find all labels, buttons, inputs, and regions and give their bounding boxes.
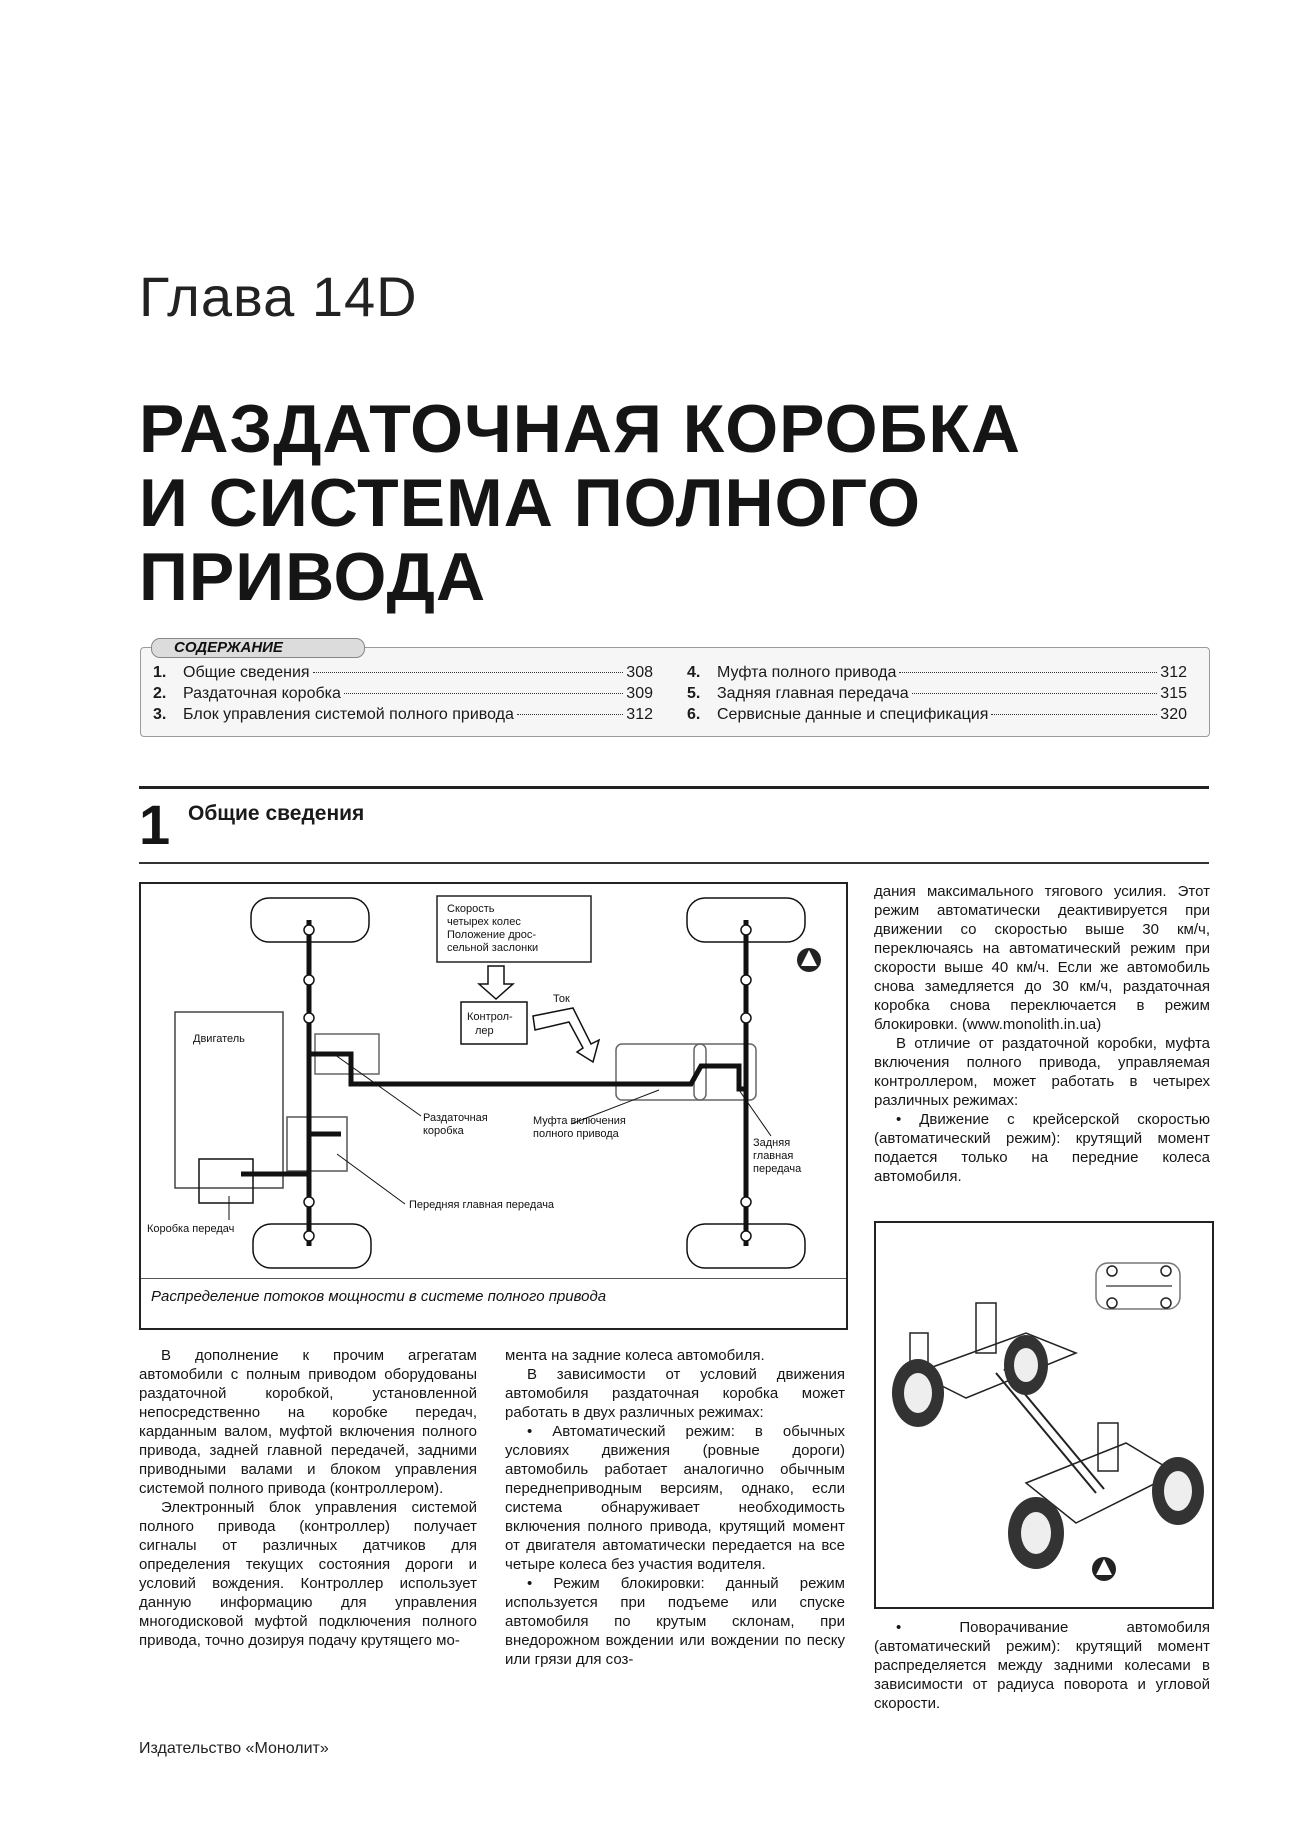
label-controller: лер (475, 1025, 494, 1037)
svg-text:Двигатель (193, 1033, 245, 1045)
svg-text:сельной заслонки (447, 942, 538, 954)
label-coupling: полного привода (533, 1128, 619, 1140)
toc-page: 312 (1160, 664, 1187, 681)
toc-column-left (153, 664, 653, 727)
svg-text:передача (753, 1163, 802, 1175)
paragraph: В отличие от раздаточной коробки, муфта включения полного привода, управляемая контроллером, может работать в четырех различных режимах: (874, 1035, 1210, 1109)
paragraph: Электронный блок управления системой полного привода (контроллер) получает сигналы от различных датчиков для определения текущих состояния дороги и условий вождения. Контроллер использует данную информацию для управления многодисковой муфтой подключения полного привода, точно дозируя подачу крутящего мо- (139, 1499, 477, 1649)
label-controller: Контрол- (467, 1011, 513, 1023)
label-sensor: Скорость (447, 903, 495, 915)
section-number: 1 (139, 793, 171, 856)
toc-column-right (687, 664, 1187, 727)
svg-text:Муфта включения (533, 1115, 626, 1127)
paragraph: • Режим блокировки: данный режим используется при подъеме или спуске автомобиля по крутым склонам, при внедорожном вождении или вождении по песку или грязи для соз- (505, 1575, 845, 1668)
toc-num: 3. (153, 706, 167, 723)
chapter-label: Глава 14D (139, 265, 418, 328)
label-engine: Двигатель (193, 1033, 245, 1045)
label-rear-diff: передача (753, 1163, 802, 1175)
paragraph: • Автоматический режим: в обычных условиях движения (ровные дороги) автомобиль работает аналогично обычным переднеприводным версиям, однако, если система обнаруживает необходимость включения полного привода, крутящий момент от двигателя автоматически передается на все четыре колеса без участия водителя. (505, 1423, 845, 1573)
rear-left-wheel (253, 1224, 371, 1268)
label-transfer-case: Раздаточная (423, 1112, 488, 1124)
caption-rule (141, 1278, 846, 1279)
title-line: ПРИВОДА (139, 539, 487, 615)
toc-page: 308 (626, 664, 653, 681)
toc-page: 320 (1160, 706, 1187, 723)
svg-text:Раздаточная (423, 1112, 488, 1124)
gearbox-block (199, 1159, 253, 1203)
drivetrain-svg (141, 884, 846, 1279)
wheels (892, 1335, 1204, 1569)
table-of-contents (140, 639, 1210, 737)
paragraph: В зависимости от условий движения автомобиля раздаточная коробка может работать в двух различных режимах: (505, 1366, 845, 1421)
toc-item[interactable] (153, 664, 653, 685)
svg-text:Коробка передач (147, 1223, 234, 1235)
svg-text:Скорость (447, 903, 495, 915)
toc-item[interactable] (153, 685, 653, 706)
svg-text:четырех колес (447, 916, 521, 928)
toc-dots (344, 693, 623, 694)
label-sensor: четырех колес (447, 916, 521, 928)
toc-num: 6. (687, 706, 701, 723)
toc-dots (991, 714, 1157, 715)
label-current: Ток (553, 993, 570, 1005)
down-arrow (479, 966, 513, 999)
toc-label: СОДЕРЖАНИЕ (151, 638, 365, 658)
toc-item[interactable] (687, 685, 1187, 706)
text-column-3-bottom (874, 1618, 1210, 1713)
title-line: И СИСТЕМА ПОЛНОГО (139, 465, 922, 541)
paragraph: • Поворачивание автомобиля (автоматический режим): крутящий момент распределяется между задними колесами в зависимости от радиуса поворота и угловой скорости. (874, 1619, 1210, 1712)
controller-box (461, 1002, 527, 1044)
figure-caption: Распределение потоков мощности в системе полного привода (151, 1288, 607, 1305)
front-diff-housing (287, 1117, 347, 1171)
toc-dots (912, 693, 1158, 694)
svg-text:Задняя (753, 1137, 790, 1149)
toc-num: 2. (153, 685, 167, 702)
section-rule-bottom (139, 862, 1209, 864)
chapter-title (139, 392, 1021, 614)
toc-text: Задняя главная передача (717, 685, 909, 702)
toc-text: Блок управления системой полного привода (183, 706, 514, 723)
toc-page: 315 (1160, 685, 1187, 702)
title-line: РАЗДАТОЧНАЯ КОРОБКА (139, 391, 1021, 467)
chassis-svg (876, 1223, 1212, 1607)
figure-chassis-illustration (874, 1221, 1214, 1609)
label-rear-diff: главная (753, 1150, 794, 1162)
label-sensor: сельной заслонки (447, 942, 539, 954)
toc-dots (899, 672, 1157, 673)
paragraph: • Движение с крейсерской скоростью (автоматический режим): крутящий момент подается только на передние колеса автомобиля. (874, 1111, 1210, 1185)
svg-text:Ток (553, 993, 570, 1005)
coupling-housing (616, 1044, 706, 1100)
toc-text: Раздаточная коробка (183, 685, 341, 702)
svg-text:коробка (423, 1125, 465, 1137)
toc-num: 4. (687, 664, 701, 681)
toc-dots (313, 672, 624, 673)
label-sensor: Положение дрос- (447, 929, 537, 941)
label-transfer-case: коробка (423, 1125, 464, 1137)
paragraph: дания максимального тягового усилия. Этот режим автоматически деактивируется при движении со скоростью выше 30 км/ч, переключаясь на автоматический режим при скорости выше 40 км/ч. Если же автомобиль снова замедляется до 30 км/ч, раздаточная коробка снова переключается в режим блокировки. (www.monolith.in.ua) (874, 883, 1210, 1033)
publisher-logo-icon (797, 948, 821, 972)
label-front-diff: Передняя главная передача (409, 1199, 555, 1211)
toc-text: Сервисные данные и спецификация (717, 706, 989, 723)
current-arrow (533, 1008, 599, 1062)
svg-text:лер (475, 1025, 494, 1037)
toc-item[interactable] (153, 706, 653, 727)
toc-num: 5. (687, 685, 701, 702)
paragraph: В дополнение к прочим агрегатам автомобили с полным приводом оборудованы раздаточной коробкой, установленной непосредственно на коробке передач, карданным валом, муфтой включения полного привода, задней главной передачей, задними приводными валами и блоком управления системой полного привода (контроллером). (139, 1347, 477, 1497)
toc-page: 312 (626, 706, 653, 723)
svg-text:Передняя главная передача (409, 1199, 555, 1211)
paragraph: мента на задние колеса автомобиля. (505, 1347, 765, 1364)
toc-page: 309 (626, 685, 653, 702)
section-rule (139, 786, 1209, 789)
text-column-2 (505, 1346, 845, 1669)
toc-item[interactable] (687, 706, 1187, 727)
toc-text: Общие сведения (183, 664, 310, 681)
svg-text:Контрол- (467, 1011, 513, 1023)
svg-text:главная (753, 1150, 793, 1162)
toc-item[interactable] (687, 664, 1187, 685)
toc-text: Муфта полного привода (717, 664, 897, 681)
label-coupling: Муфта включения (533, 1115, 626, 1127)
svg-text:полного привода (533, 1128, 620, 1140)
label-gearbox: Коробка передач (147, 1223, 235, 1235)
toc-dots (517, 714, 623, 715)
toc-num: 1. (153, 664, 167, 681)
svg-text:Положение дрос- (447, 929, 536, 941)
figure-drivetrain-diagram (139, 882, 848, 1330)
publisher-footer: Издательство «Монолит» (139, 1740, 329, 1757)
publisher-logo-icon (1092, 1557, 1116, 1581)
text-column-3 (874, 882, 1210, 1186)
text-column-1 (139, 1346, 477, 1650)
section-title: Общие сведения (188, 802, 365, 825)
label-rear-diff: Задняя (753, 1137, 791, 1149)
